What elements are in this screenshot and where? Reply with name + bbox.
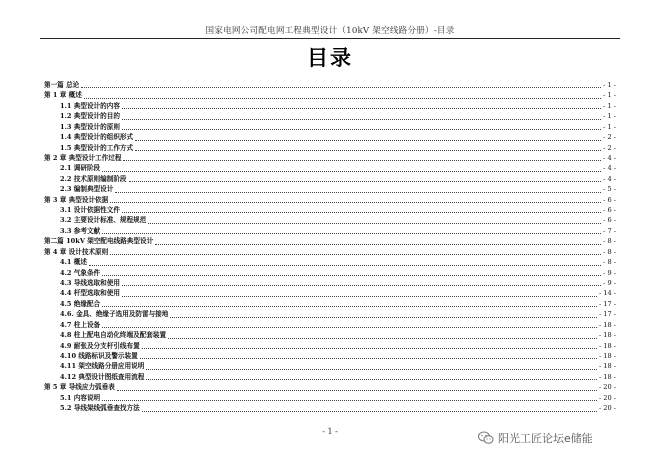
toc-entry[interactable] xyxy=(44,153,616,163)
toc-entry-title: 第一篇 总论 xyxy=(44,80,80,89)
toc-entry-page: - 1 - xyxy=(603,101,616,110)
toc-entry[interactable] xyxy=(44,330,616,340)
toc-entry-page: - 18 - xyxy=(598,331,616,340)
toc-entry-title: 1.5 典型设计的工作方式 xyxy=(60,143,134,152)
header-rule xyxy=(40,38,620,39)
toc-entry[interactable] xyxy=(44,163,616,173)
dot-leader xyxy=(122,283,601,286)
toc-entry-page: - 6 - xyxy=(603,216,616,225)
watermark-text: 阳光工匠论坛e储能 xyxy=(498,432,593,445)
toc-entry-page: - 6 - xyxy=(603,206,616,215)
watermark xyxy=(478,430,593,446)
toc-entry[interactable] xyxy=(44,393,616,403)
dot-leader xyxy=(102,231,601,234)
toc-entry-page: - 18 - xyxy=(598,362,616,371)
toc-entry[interactable] xyxy=(44,341,616,351)
toc-entry[interactable] xyxy=(44,299,616,309)
dot-leader xyxy=(142,346,597,349)
toc-entry-page: - 1 - xyxy=(603,122,616,131)
toc-entry-page: - 9 - xyxy=(603,279,616,287)
toc-entry-page: - 1 - xyxy=(603,91,616,100)
toc-entry-page: - 17 - xyxy=(598,310,616,319)
toc-entry-page: - 8 - xyxy=(603,247,616,256)
dot-leader xyxy=(84,96,601,99)
toc-entry[interactable] xyxy=(44,361,616,371)
toc-entry-title: 第二篇 10kV 架空配电线路典型设计 xyxy=(44,237,154,246)
dot-leader xyxy=(123,158,601,161)
toc-entry[interactable] xyxy=(44,143,616,153)
dot-leader xyxy=(146,377,597,380)
dot-leader xyxy=(102,398,597,401)
toc-entry-page: - 20 - xyxy=(598,393,616,402)
toc-entry-page: - 18 - xyxy=(598,351,616,360)
dot-leader xyxy=(129,179,602,182)
dot-leader xyxy=(81,85,601,88)
toc-entry-title: 4.8 柱上配电自动化终端及配套装置 xyxy=(60,331,167,340)
toc-entry-title: 5.1 内容说明 xyxy=(60,393,101,402)
dot-leader xyxy=(148,221,601,224)
toc-entry-page: - 6 - xyxy=(603,195,616,204)
toc-entry-title: 3.1 设计依据性文件 xyxy=(60,206,120,215)
toc-entry-title: 4.7 柱上设备 xyxy=(60,320,101,329)
toc-entry[interactable] xyxy=(44,247,616,257)
toc-entry-page: - 18 - xyxy=(598,341,616,350)
dot-leader xyxy=(142,409,597,412)
toc-entry-title: 第 2 章 典型设计工作过程 xyxy=(44,153,122,162)
toc-entry-title: 第 5 章 导线应力弧垂表 xyxy=(44,383,115,392)
toc-entry-title: 2.2 技术原则编制阶段 xyxy=(60,174,127,183)
dot-leader xyxy=(168,336,597,339)
toc-entry[interactable] xyxy=(44,351,616,361)
toc-entry-page: - 4 - xyxy=(603,153,616,162)
toc-entry[interactable] xyxy=(44,288,616,298)
toc-entry[interactable] xyxy=(44,132,616,142)
toc-entry-page: - 17 - xyxy=(598,299,616,308)
toc-entry-page: - 8 - xyxy=(603,237,616,246)
toc-entry-page: - 2 - xyxy=(603,133,616,142)
dot-leader xyxy=(117,388,597,391)
page-number: - 1 - xyxy=(322,427,338,436)
toc-entry-title: 1.4 典型设计的组织形式 xyxy=(60,133,134,142)
toc-entry-title: 2.1 调研阶段 xyxy=(60,164,101,173)
toc-entry-title: 1.2 典型设计的目的 xyxy=(60,112,120,121)
toc-entry-page: - 18 - xyxy=(598,372,616,381)
toc-entry-title: 4.1 概述 xyxy=(60,258,87,267)
dot-leader xyxy=(102,304,597,307)
toc-entry-page: - 4 - xyxy=(603,174,616,183)
toc-entry-page: - 8 - xyxy=(603,258,616,267)
dot-leader xyxy=(110,200,601,203)
toc-entry[interactable] xyxy=(44,195,616,205)
dot-leader xyxy=(155,242,601,245)
toc-entry[interactable] xyxy=(44,372,616,382)
dot-leader xyxy=(122,117,601,120)
toc-entry[interactable] xyxy=(44,226,616,236)
toc-entry-title: 4.10 线路标识及警示装置 xyxy=(60,351,138,360)
toc-entry-page: - 9 - xyxy=(603,268,616,277)
dot-leader xyxy=(102,325,597,328)
dot-leader xyxy=(110,252,601,255)
toc-entry-title: 1.3 典型设计的原则 xyxy=(60,122,120,131)
toc-entry[interactable] xyxy=(44,278,616,288)
toc-entry[interactable] xyxy=(44,403,616,413)
dot-leader xyxy=(102,169,601,172)
toc-entry-page: - 2 - xyxy=(603,143,616,152)
toc-entry-page: - 4 - xyxy=(603,164,616,173)
toc-entry-title: 5.2 导线架线弧垂查找方法 xyxy=(60,404,140,413)
toc-entry-title: 4.12 典型设计图纸查用流程 xyxy=(60,372,145,381)
dot-leader xyxy=(89,263,601,266)
toc-entry-title: 3.2 主要设计标准、规程规范 xyxy=(60,216,147,225)
toc-entry[interactable] xyxy=(44,80,616,90)
toc-entry-page: - 1 - xyxy=(603,112,616,121)
toc-entry[interactable] xyxy=(44,257,616,267)
toc-entry-page: - 20 - xyxy=(598,383,616,392)
toc-entry[interactable] xyxy=(44,320,616,330)
toc-entry-page: - 7 - xyxy=(603,226,616,235)
table-of-contents xyxy=(44,80,616,414)
toc-entry-title: 4.6. 金具、绝缘子选用及防雷与接地 xyxy=(60,310,169,319)
toc-entry[interactable] xyxy=(44,268,616,278)
toc-entry[interactable] xyxy=(44,215,616,225)
toc-entry-title: 第 1 章 概述 xyxy=(44,91,82,100)
toc-entry[interactable] xyxy=(44,111,616,121)
toc-entry-title: 3.3 参考文献 xyxy=(60,226,101,235)
toc-entry-page: - 20 - xyxy=(598,404,616,413)
toc-entry-title: 4.3 导线选取和使用 xyxy=(60,279,120,287)
toc-entry[interactable] xyxy=(44,174,616,184)
toc-entry-title: 4.2 气象条件 xyxy=(60,268,101,277)
toc-entry[interactable] xyxy=(44,90,616,100)
toc-entry[interactable] xyxy=(44,205,616,215)
toc-entry-page: - 18 - xyxy=(598,320,616,329)
dot-leader xyxy=(135,148,601,151)
dot-leader xyxy=(122,210,601,213)
dot-leader xyxy=(122,127,601,130)
dot-leader xyxy=(170,315,597,318)
page-title: 目录 xyxy=(307,45,353,70)
toc-entry-title: 1.1 典型设计的内容 xyxy=(60,101,120,110)
dot-leader xyxy=(122,294,597,297)
dot-leader xyxy=(102,273,601,276)
toc-entry-title: 第 3 章 典型设计依据 xyxy=(44,195,109,204)
toc-entry[interactable] xyxy=(44,122,616,132)
toc-entry-page: - 14 - xyxy=(598,289,616,298)
toc-entry-title: 4.4 杆型选取和使用 xyxy=(60,289,120,298)
dot-leader xyxy=(122,106,601,109)
toc-entry[interactable] xyxy=(44,309,616,319)
dot-leader xyxy=(140,356,597,359)
toc-entry-title: 4.9 耐张及分支杆引线布置 xyxy=(60,341,140,350)
running-header: 国家电网公司配电网工程典型设计（10kV 架空线路分册）-目录 xyxy=(205,26,455,36)
dot-leader xyxy=(146,367,597,370)
toc-entry-title: 第 4 章 设计技术原则 xyxy=(44,247,109,256)
toc-entry-page: - 1 - xyxy=(603,80,616,89)
toc-entry-title: 2.3 编制典型设计 xyxy=(60,185,114,194)
dot-leader xyxy=(115,190,601,193)
toc-entry-title: 4.11 架空线路分册应用说明 xyxy=(60,362,145,371)
toc-entry[interactable] xyxy=(44,236,616,246)
toc-entry[interactable] xyxy=(44,101,616,111)
toc-entry-title: 4.5 绝缘配合 xyxy=(60,299,101,308)
dot-leader xyxy=(135,138,601,141)
toc-entry-page: - 5 - xyxy=(603,185,616,194)
wechat-icon xyxy=(478,431,494,445)
toc-entry[interactable] xyxy=(44,382,616,392)
toc-entry[interactable] xyxy=(44,184,616,194)
